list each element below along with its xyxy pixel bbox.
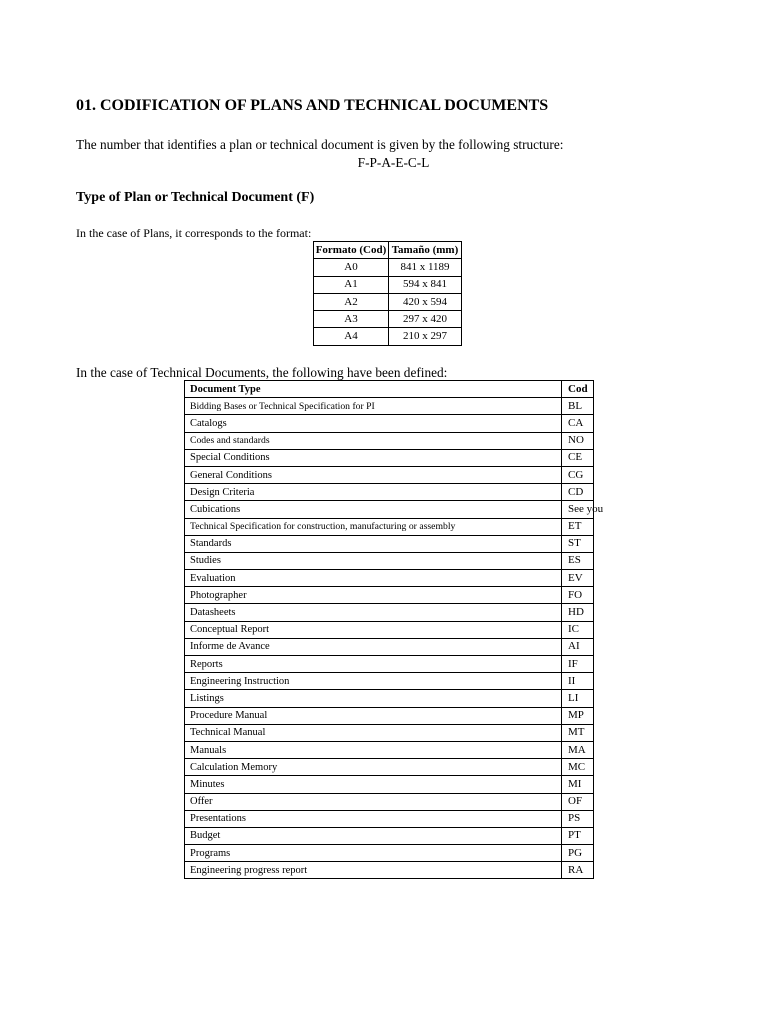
document-code-cell: MI <box>562 776 594 793</box>
table-row <box>185 793 594 810</box>
table-row <box>185 827 594 844</box>
table-row <box>185 449 594 466</box>
format-code-cell: A0 <box>314 259 389 276</box>
document-type-cell: Bidding Bases or Technical Specification for PI <box>185 398 562 415</box>
section-heading: Type of Plan or Technical Document (F) <box>76 190 315 205</box>
document-type-cell: Photographer <box>185 587 562 604</box>
document-code-cell: EV <box>562 570 594 587</box>
format-size-cell: 841 x 1189 <box>389 259 462 276</box>
table-row <box>185 518 594 535</box>
document-type-cell: Design Criteria <box>185 484 562 501</box>
table-row <box>185 724 594 741</box>
document-code-cell: ST <box>562 535 594 552</box>
table-row <box>185 759 594 776</box>
format-code-cell: A3 <box>314 311 389 328</box>
table-row <box>185 638 594 655</box>
document-type-cell: Budget <box>185 827 562 844</box>
code-structure: F-P-A-E-C-L <box>357 155 430 170</box>
table-row <box>314 276 462 293</box>
docs-intro: In the case of Technical Documents, the following have been defined: <box>76 365 448 380</box>
document-code-cell: OF <box>562 793 594 810</box>
document-code-cell: AI <box>562 638 594 655</box>
plans-intro: In the case of Plans, it corresponds to the format: <box>76 226 312 240</box>
document-type-cell: Codes and standards <box>185 432 562 449</box>
document-code-cell: See you <box>562 501 594 518</box>
document-type-cell: Technical Manual <box>185 724 562 741</box>
document-code-cell: PG <box>562 845 594 862</box>
document-code-cell: MA <box>562 741 594 758</box>
table-row <box>185 656 594 673</box>
page-title: 01. CODIFICATION OF PLANS AND TECHNICAL DOCUMENTS <box>76 97 549 114</box>
document-type-cell: Programs <box>185 845 562 862</box>
document-type-cell: Listings <box>185 690 562 707</box>
doc-header-type: Document Type <box>185 381 562 398</box>
document-code-cell: NO <box>562 432 594 449</box>
table-row <box>185 484 594 501</box>
format-table-header-row <box>314 242 462 259</box>
document-code-cell: CG <box>562 466 594 483</box>
document-type-cell: Studies <box>185 552 562 569</box>
table-row <box>185 587 594 604</box>
table-row <box>185 776 594 793</box>
table-row <box>185 570 594 587</box>
document-code-cell: IF <box>562 656 594 673</box>
document-code-cell: CA <box>562 415 594 432</box>
table-row <box>185 604 594 621</box>
document-code-cell: II <box>562 673 594 690</box>
document-type-table <box>184 380 604 879</box>
table-row <box>185 690 594 707</box>
format-header-size: Tamaño (mm) <box>389 242 462 259</box>
document-code-cell: ET <box>562 518 594 535</box>
document-code-cell: MP <box>562 707 594 724</box>
table-row <box>185 535 594 552</box>
document-code-cell: RA <box>562 862 594 879</box>
table-row <box>185 741 594 758</box>
table-row <box>185 501 594 518</box>
document-code-cell: PS <box>562 810 594 827</box>
document-code-cell: MT <box>562 724 594 741</box>
document-type-cell: Catalogs <box>185 415 562 432</box>
document-type-cell: Standards <box>185 535 562 552</box>
document-code-cell: HD <box>562 604 594 621</box>
doc-header-code: Cod <box>562 381 594 398</box>
document-code-cell: BL <box>562 398 594 415</box>
document-code-cell: ES <box>562 552 594 569</box>
format-size-cell: 210 x 297 <box>389 328 462 345</box>
document-type-cell: Minutes <box>185 776 562 793</box>
document-code-cell: PT <box>562 827 594 844</box>
format-size-cell: 594 x 841 <box>389 276 462 293</box>
table-row <box>185 466 594 483</box>
document-code-cell: CE <box>562 449 594 466</box>
document-code-cell: MC <box>562 759 594 776</box>
table-row <box>185 707 594 724</box>
table-row <box>185 810 594 827</box>
document-code-cell: LI <box>562 690 594 707</box>
document-code-cell: IC <box>562 621 594 638</box>
document-type-cell: Presentations <box>185 810 562 827</box>
table-row <box>314 259 462 276</box>
table-row <box>185 673 594 690</box>
document-type-cell: Cubications <box>185 501 562 518</box>
format-code-cell: A4 <box>314 328 389 345</box>
document-type-cell: Manuals <box>185 741 562 758</box>
format-table <box>313 241 462 346</box>
intro-paragraph: The number that identifies a plan or technical document is given by the following structure: <box>76 137 564 152</box>
document-code-cell: CD <box>562 484 594 501</box>
document-type-cell: General Conditions <box>185 466 562 483</box>
document-type-cell: Informe de Avance <box>185 638 562 655</box>
table-row <box>185 415 594 432</box>
table-row <box>185 552 594 569</box>
format-size-cell: 297 x 420 <box>389 311 462 328</box>
document-type-cell: Engineering Instruction <box>185 673 562 690</box>
table-row <box>314 328 462 345</box>
document-type-cell: Special Conditions <box>185 449 562 466</box>
document-type-cell: Offer <box>185 793 562 810</box>
doc-table-header-row <box>185 381 594 398</box>
document-code-cell: FO <box>562 587 594 604</box>
document-type-cell: Technical Specification for construction, manufacturing or assembly <box>185 518 562 535</box>
document-type-cell: Evaluation <box>185 570 562 587</box>
document-type-cell: Reports <box>185 656 562 673</box>
document-type-cell: Datasheets <box>185 604 562 621</box>
table-row <box>314 293 462 310</box>
document-type-cell: Engineering progress report <box>185 862 562 879</box>
document-type-cell: Conceptual Report <box>185 621 562 638</box>
format-size-cell: 420 x 594 <box>389 293 462 310</box>
table-row <box>185 862 594 879</box>
format-code-cell: A2 <box>314 293 389 310</box>
table-row <box>185 432 594 449</box>
format-header-code: Formato (Cod) <box>314 242 389 259</box>
table-row <box>185 398 594 415</box>
table-row <box>314 311 462 328</box>
format-code-cell: A1 <box>314 276 389 293</box>
table-row <box>185 845 594 862</box>
table-row <box>185 621 594 638</box>
document-type-cell: Procedure Manual <box>185 707 562 724</box>
document-type-cell: Calculation Memory <box>185 759 562 776</box>
